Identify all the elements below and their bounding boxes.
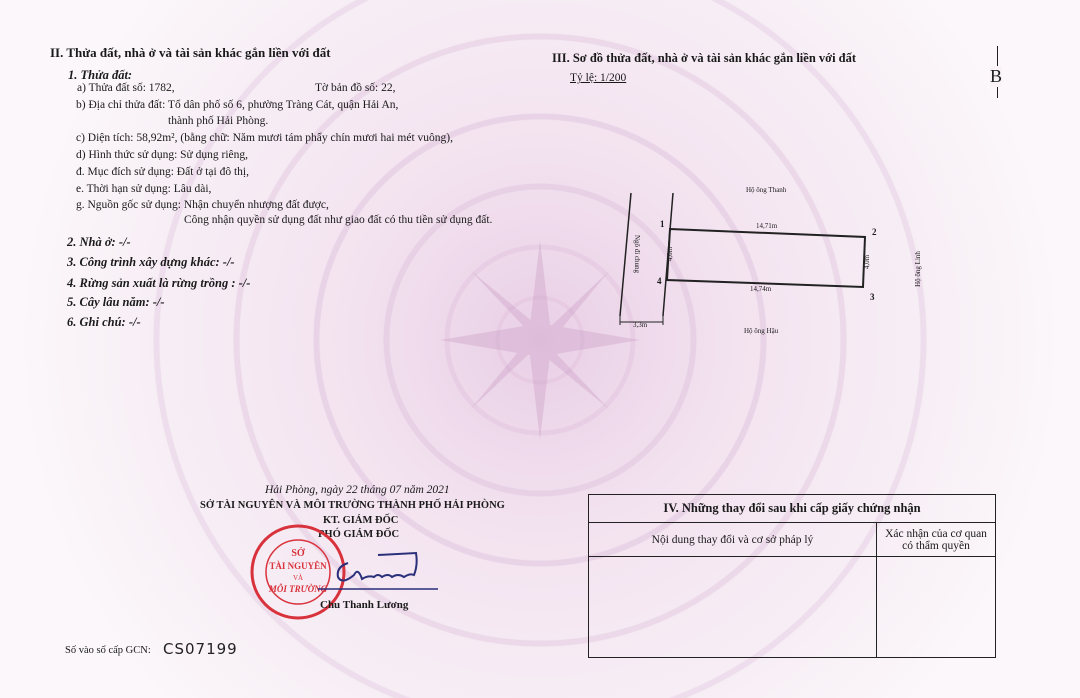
registry-label: Số vào sổ cấp GCN: — [65, 645, 151, 656]
section-4-title: IV. Những thay đổi sau khi cấp giấy chứng nhận — [589, 495, 996, 523]
svg-text:MÔI TRƯỜNG: MÔI TRƯỜNG — [268, 584, 328, 594]
road-left-line — [620, 193, 631, 316]
edge-2-3: 4,0m — [863, 254, 872, 270]
parcel-boundary — [667, 229, 865, 287]
edge-1-2: 14,71m — [756, 222, 778, 230]
production-forest: 4. Rừng sản xuất là rừng trồng : -/- — [67, 276, 251, 290]
signer-position: PHÓ GIÁM ĐỐC — [318, 529, 400, 540]
point-3: 3 — [870, 292, 875, 302]
col-confirm-line-1: Xác nhận của cơ quan — [885, 527, 987, 540]
origin-line-2: Công nhận quyền sử dụng đất như giao đất có thu tiền sử dụng đất. — [184, 214, 493, 226]
west-road: Ngõ đi chung — [633, 234, 642, 274]
section-2-title: II. Thửa đất, nhà ở và tài sản khác gắn liền với đất — [50, 45, 331, 60]
south-neighbor: Hộ ông Hậu — [744, 327, 779, 335]
address-line-1: b) Địa chỉ thửa đất: Tổ dân phố số 6, phường Tràng Cát, quận Hải An, — [76, 99, 399, 111]
issuing-agency: SỞ TÀI NGUYÊN VÀ MÔI TRƯỜNG THÀNH PHỐ HẢI PHÒNG — [200, 500, 505, 511]
road-width: 3,3m — [633, 321, 648, 329]
point-1: 1 — [660, 219, 665, 229]
edge-1-4: 4,0m — [666, 246, 675, 262]
edge-4-3: 14,74m — [750, 285, 772, 293]
svg-text:VÀ: VÀ — [292, 574, 304, 582]
use-term: e. Thời hạn sử dụng: Lâu dài, — [76, 183, 212, 195]
scale: Tỷ lệ: 1/200 — [570, 72, 627, 84]
registry-number: CS07199 — [163, 640, 238, 658]
land-heading: 1. Thửa đất: — [68, 68, 133, 82]
svg-text:SỞ: SỞ — [291, 548, 305, 559]
point-2: 2 — [872, 227, 877, 237]
point-4: 4 — [657, 276, 662, 286]
map-sheet: Tờ bản đồ số: 22, — [315, 82, 396, 94]
place-date: Hải Phòng, ngày 22 tháng 07 năm 2021 — [265, 484, 450, 496]
use-purpose: đ. Mục đích sử dụng: Đất ở tại đô thị, — [76, 166, 249, 178]
change-content-cell — [589, 557, 877, 658]
address-line-2: thành phố Hải Phòng. — [168, 115, 269, 127]
col-change-content: Nội dung thay đổi và cơ sở pháp lý — [589, 523, 877, 557]
parcel-number: a) Thửa đất số: 1782, — [77, 82, 175, 94]
north-label: B — [990, 66, 1003, 86]
handwritten-signature — [318, 545, 438, 595]
perennial-trees: 5. Cây lâu năm: -/- — [67, 295, 165, 309]
confirmation-cell — [877, 557, 996, 658]
other-works: 3. Công trình xây dựng khác: -/- — [67, 255, 235, 269]
house: 2. Nhà ở: -/- — [67, 235, 131, 249]
changes-table — [588, 494, 996, 658]
area: c) Diện tích: 58,92m², (bằng chữ: Năm mươi tám phẩy chín mươi hai mét vuông), — [76, 132, 453, 144]
col-confirm-line-2: có thẩm quyền — [902, 539, 970, 552]
origin-line-1: g. Nguồn gốc sử dụng: Nhận chuyển nhượng đất được, — [76, 199, 329, 211]
section-3-title: III. Sơ đồ thửa đất, nhà ở và tài sản khác gắn liền với đất — [552, 51, 857, 65]
north-neighbor: Hộ ông Thanh — [746, 186, 787, 194]
use-form: d) Hình thức sử dụng: Sử dụng riêng, — [76, 149, 249, 161]
svg-text:TÀI NGUYÊN: TÀI NGUYÊN — [269, 561, 327, 571]
signer-name: Chu Thanh Lương — [320, 599, 409, 611]
notes: 6. Ghi chú: -/- — [67, 315, 141, 329]
on-behalf: KT. GIÁM ĐỐC — [323, 515, 399, 526]
east-neighbor: Hộ ông Linh — [913, 251, 922, 287]
col-authority-confirmation — [877, 523, 996, 557]
